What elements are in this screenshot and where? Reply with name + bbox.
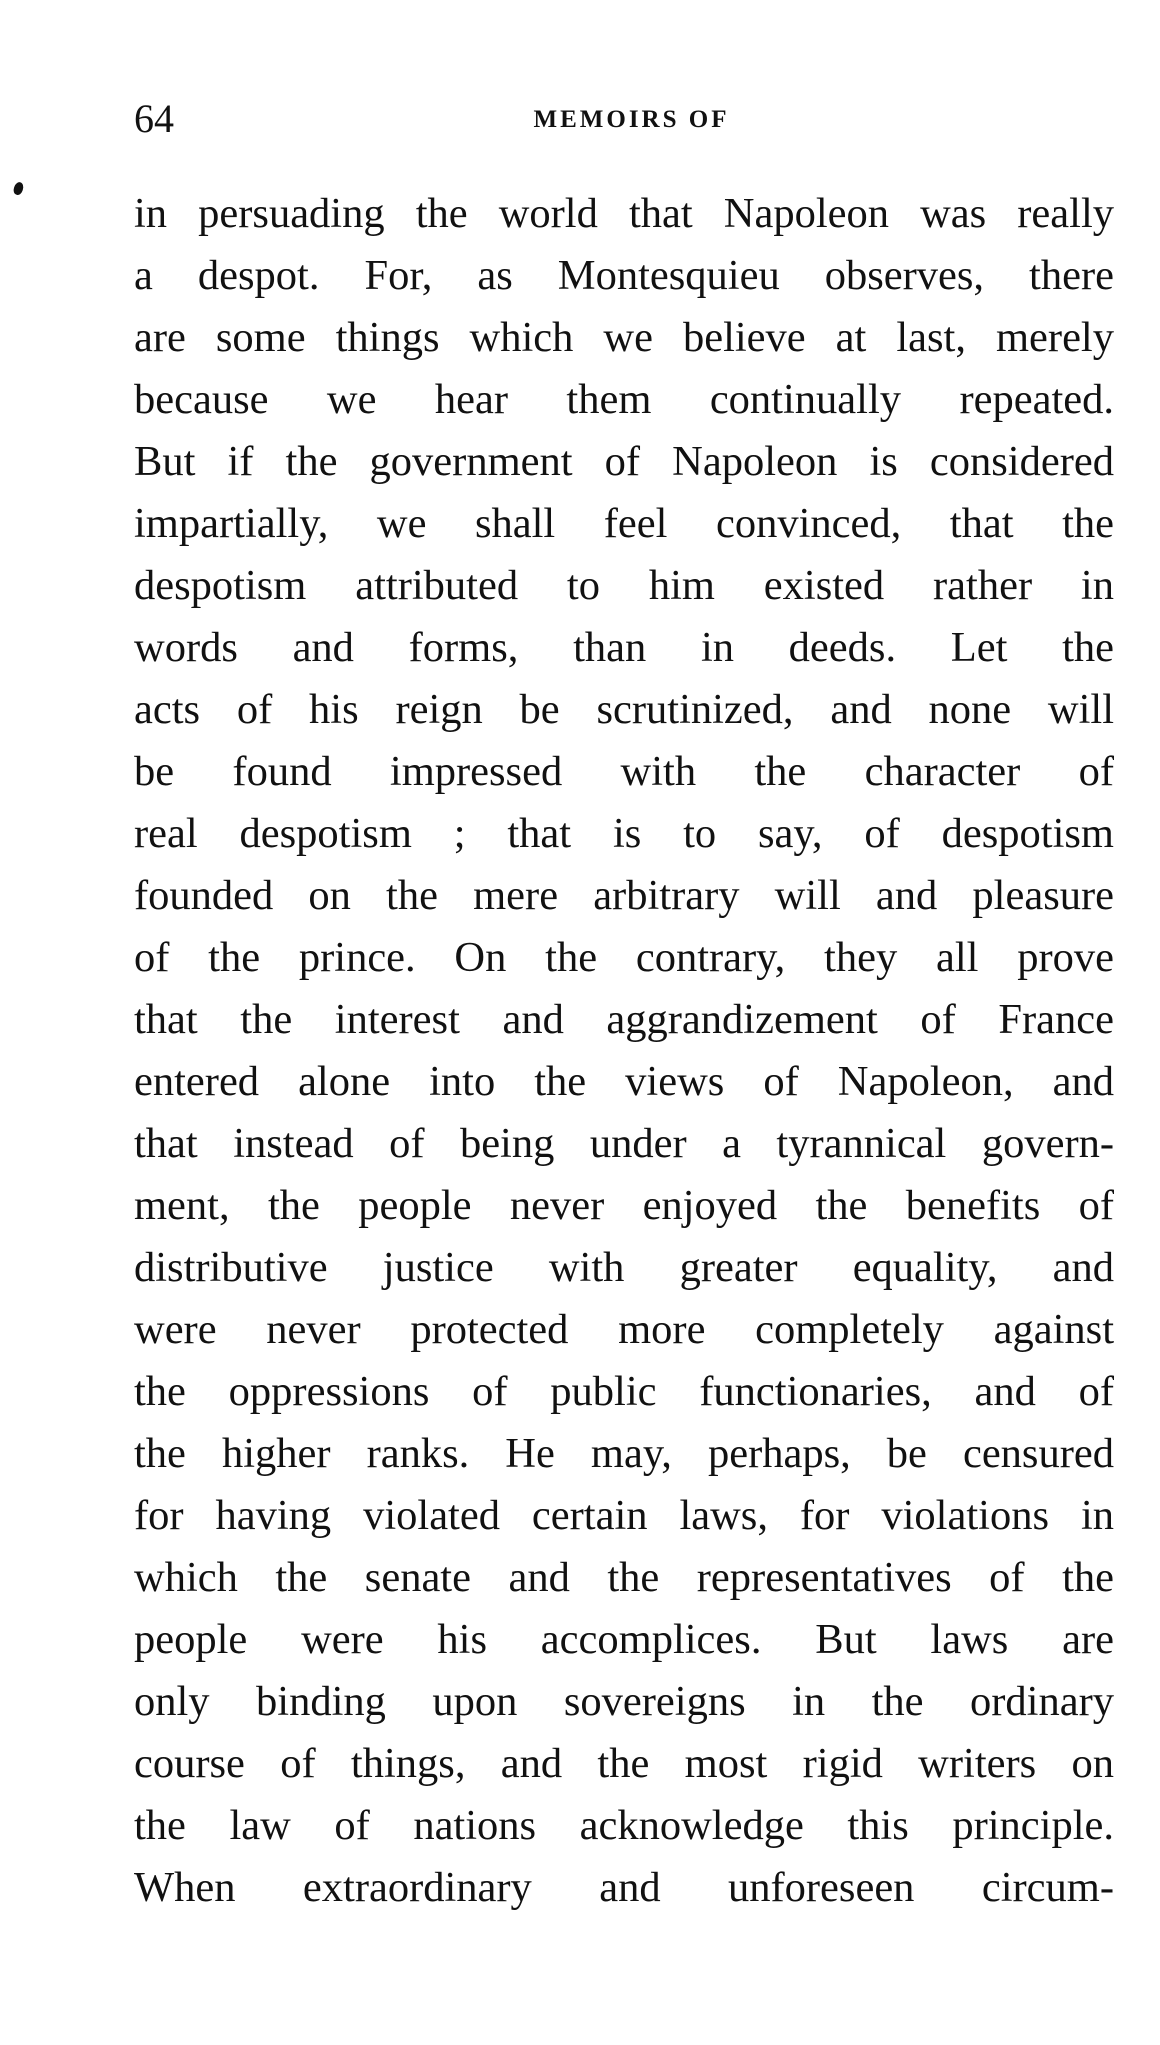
page-number: 64 [134, 96, 174, 141]
text-line: were never protected more completely against [134, 1306, 1114, 1353]
body-text [134, 183, 1114, 1919]
text-line: founded on the mere arbitrary will and pleasure [134, 872, 1114, 919]
text-line: words and forms, than in deeds. Let the [134, 624, 1114, 671]
text-line: people were his accomplices. But laws are [134, 1616, 1114, 1663]
text-line: that instead of being under a tyrannical govern- [134, 1120, 1114, 1167]
text-line: despotism attributed to him existed rather in [134, 562, 1114, 609]
text-line: acts of his reign be scrutinized, and none will [134, 686, 1114, 733]
text-line: the law of nations acknowledge this principle. [134, 1802, 1114, 1849]
text-line: the oppressions of public functionaries, and of [134, 1368, 1114, 1415]
text-line: only binding upon sovereigns in the ordinary [134, 1678, 1114, 1725]
text-line: entered alone into the views of Napoleon, and [134, 1058, 1114, 1105]
text-line: be found impressed with the character of [134, 748, 1114, 795]
page-header [134, 94, 1119, 144]
text-line: that the interest and aggrandizement of France [134, 996, 1114, 1043]
text-line: But if the government of Napoleon is considered [134, 438, 1114, 485]
text-line: in persuading the world that Napoleon was really [134, 190, 1114, 237]
text-line: for having violated certain laws, for violations in [134, 1492, 1114, 1539]
text-line: When extraordinary and unforeseen circum- [134, 1864, 1114, 1911]
text-line: are some things which we believe at last, merely [134, 314, 1114, 361]
text-line: the higher ranks. He may, perhaps, be censured [134, 1430, 1114, 1477]
text-line: which the senate and the representatives of the [134, 1554, 1114, 1601]
text-line: of the prince. On the contrary, they all prove [134, 934, 1114, 981]
text-line: a despot. For, as Montesquieu observes, there [134, 252, 1114, 299]
ink-blot-mark [12, 181, 25, 196]
text-line: real despotism ; that is to say, of despotism [134, 810, 1114, 857]
text-line: impartially, we shall feel convinced, that the [134, 500, 1114, 547]
text-line: distributive justice with greater equality, and [134, 1244, 1114, 1291]
text-line: course of things, and the most rigid writers on [134, 1740, 1114, 1787]
running-head: MEMOIRS OF [533, 106, 730, 133]
text-line: because we hear them continually repeated. [134, 376, 1114, 423]
text-line: ment, the people never enjoyed the benefits of [134, 1182, 1114, 1229]
